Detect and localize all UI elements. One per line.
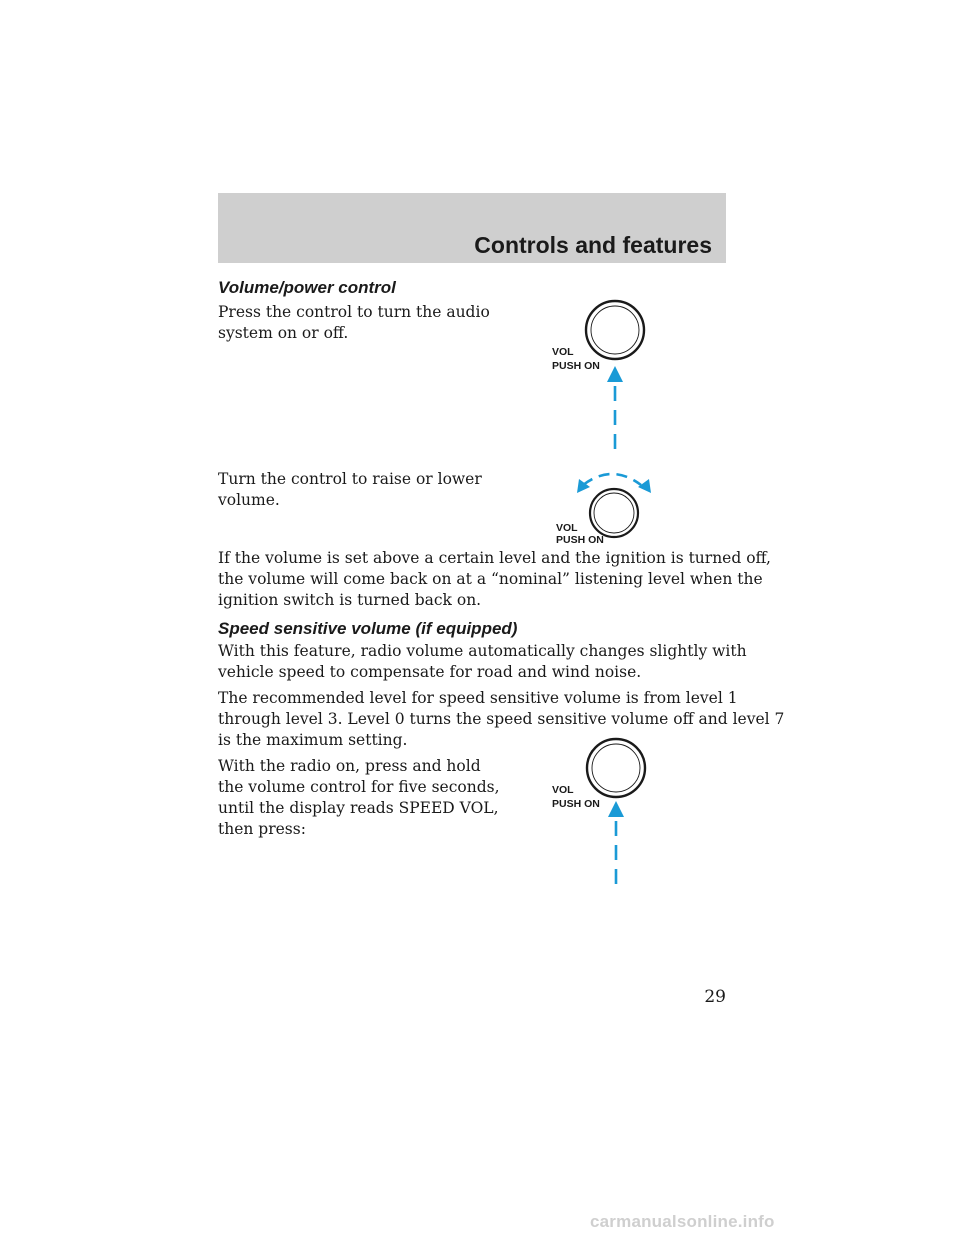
section-header-band (218, 193, 726, 263)
knob-label-push-on: PUSH ON (552, 798, 600, 810)
volume-knob-press-hold-figure (545, 733, 655, 893)
knob-label-vol: VOL (552, 784, 574, 796)
section-title: Controls and features (474, 232, 712, 258)
watermark: carmanualsonline.info (590, 1212, 775, 1231)
knob-label-push-on: PUSH ON (556, 534, 604, 545)
push-arrow-icon (607, 366, 623, 456)
paragraph-turn-control: Turn the control to raise or lower volume. (218, 470, 482, 509)
rotate-arc-icon (583, 474, 641, 485)
volume-knob-icon (587, 739, 645, 797)
knob-label-push-on: PUSH ON (552, 360, 600, 372)
paragraph-feature-description: With this feature, radio volume automatically changes slightly with vehicle speed to compensate for road and wind noise. (218, 642, 747, 681)
volume-knob-rotate-figure (545, 465, 660, 545)
volume-knob-push-figure (545, 298, 655, 460)
knob-label-vol: VOL (556, 522, 578, 534)
paragraph-press-and-hold: With the radio on, press and hold the volume control for five seconds, until the display reads SPEED VOL, then press: (218, 757, 500, 838)
page-number: 29 (704, 987, 726, 1007)
push-arrow-icon (608, 801, 624, 889)
volume-knob-icon (586, 301, 644, 359)
volume-knob-icon (590, 489, 638, 537)
paragraph-power-on-off: Press the control to turn the audio system on or off. (218, 303, 490, 342)
heading-volume-power: Volume/power control (218, 278, 396, 297)
rotate-right-arrow-icon (638, 479, 651, 493)
heading-speed-sensitive-volume: Speed sensitive volume (if equipped) (218, 619, 518, 638)
knob-label-vol: VOL (552, 346, 574, 358)
paragraph-nominal-level: If the volume is set above a certain level and the ignition is turned off, the volume will come back on at a “nominal” listening level when the ignition switch is turned back on. (218, 549, 771, 609)
paragraph-recommended-levels: The recommended level for speed sensitive volume is from level 1 through level 3. Level 0 turns the speed sensitive volume off and level 7 is the maximum setting. (218, 689, 785, 749)
